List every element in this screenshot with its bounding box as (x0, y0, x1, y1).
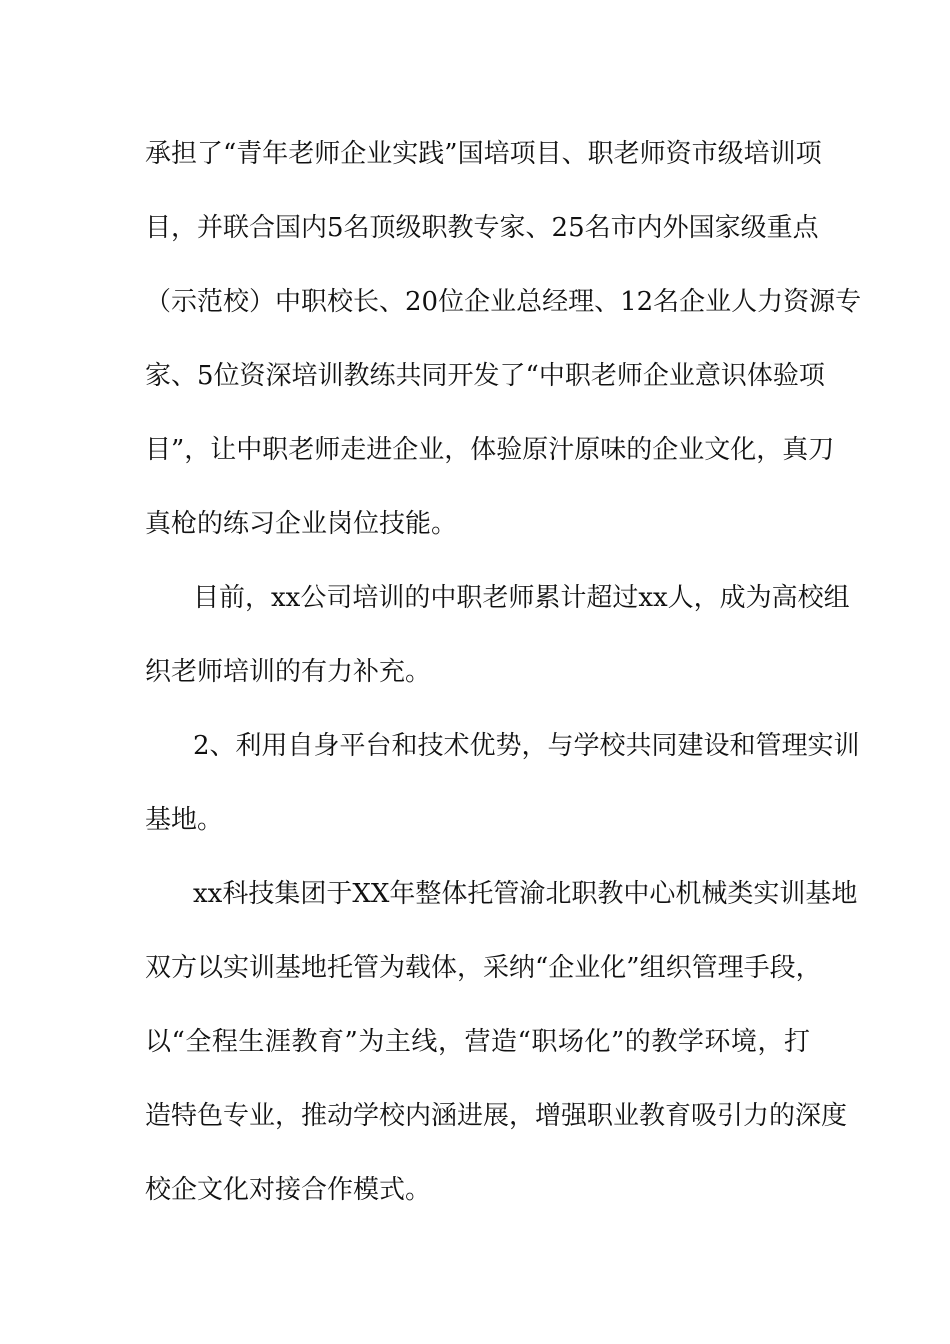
text-line-1: 承担了“青年老师企业实践”国培项目、职老师资市级培训项 (145, 139, 822, 169)
text-line-7: 目前，xx公司培训的中职老师累计超过xx人，成为高校组 (193, 583, 850, 613)
text-line-13: 以“全程生涯教育”为主线，营造“职场化”的教学环境，打 (145, 1027, 810, 1057)
text-line-5: 目”，让中职老师走进企业，体验原汁原味的企业文化，真刀 (145, 435, 835, 465)
text-line-3: （示范校）中职校长、20位企业总经理、12名企业人力资源专 (145, 287, 862, 317)
text-line-11: xx科技集团于XX年整体托管渝北职教中心机械类实训基地 (193, 879, 858, 909)
text-line-2: 目，并联合国内5名顶级职教专家、25名市内外国家级重点 (145, 213, 819, 243)
text-line-14: 造特色专业，推动学校内涵进展，增强职业教育吸引力的深度 (145, 1101, 848, 1131)
text-line-10: 基地。 (145, 805, 224, 835)
text-line-4: 家、5位资深培训教练共同开发了“中职老师企业意识体验项 (145, 361, 825, 391)
section-heading-2: 2、利用自身平台和技术优势，与学校共同建设和管理实训 (193, 731, 860, 761)
text-line-15: 校企文化对接合作模式。 (145, 1175, 432, 1205)
text-line-6: 真枪的练习企业岗位技能。 (145, 509, 458, 539)
text-line-8: 织老师培训的有力补充。 (145, 657, 432, 687)
text-line-12: 双方以实训基地托管为载体，采纳“企业化”组织管理手段， (145, 953, 822, 983)
